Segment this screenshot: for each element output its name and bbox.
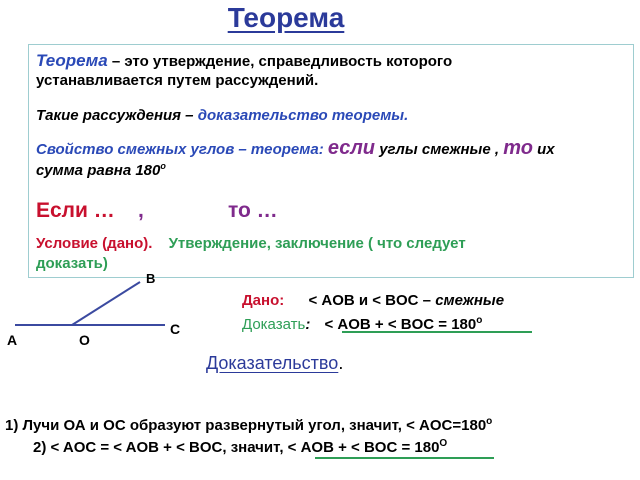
property-then: то bbox=[503, 137, 533, 159]
prove-line bbox=[242, 315, 482, 333]
proof-step-1-degree: о bbox=[486, 416, 493, 427]
prove-colon: : bbox=[305, 316, 311, 333]
point-o-label: O bbox=[79, 332, 90, 348]
page-title: Теорема bbox=[227, 2, 345, 33]
proof-definition-term: доказательство теоремы. bbox=[197, 107, 409, 124]
if-comma: , bbox=[138, 199, 144, 222]
proof-step-2 bbox=[33, 438, 447, 456]
property-sum: сумма равна 180 bbox=[36, 162, 161, 179]
definition-line-2: устанавливается путем рассуждений. bbox=[36, 72, 319, 89]
proof-step-2-text-b: < AOB + < BOC = 180 bbox=[287, 439, 440, 456]
claim-text-1: Утверждение, заключение ( что следует bbox=[168, 235, 466, 252]
proof-heading-line bbox=[206, 353, 343, 374]
definition-term: Теорема bbox=[36, 51, 108, 70]
claim-text-2: доказать) bbox=[36, 255, 108, 272]
given-text: < AOB и < BOC – bbox=[308, 292, 436, 309]
proof-step-2-text-a: 2) < AOC = < AOB + < BOC, значит, bbox=[33, 439, 288, 456]
property-intro: Свойство смежных углов – теорема: bbox=[36, 141, 328, 158]
proof-step-1 bbox=[5, 416, 492, 434]
property-condition: углы смежные , bbox=[375, 141, 504, 158]
proof-heading: Доказательство bbox=[206, 353, 339, 373]
point-b-label: B bbox=[146, 271, 156, 286]
property-if: если bbox=[327, 137, 376, 159]
proof-definition-text: Такие рассуждения – bbox=[36, 107, 198, 124]
point-a-label: A bbox=[7, 332, 18, 348]
property-their: их bbox=[532, 141, 555, 158]
prove-label: Доказать bbox=[242, 316, 306, 333]
property-degree: о bbox=[160, 161, 166, 171]
given-label: Дано bbox=[242, 292, 280, 309]
proof-heading-dot: . bbox=[338, 353, 344, 373]
then-label: то … bbox=[228, 199, 278, 222]
prove-text: < AOB + < BOC = 180 bbox=[324, 316, 477, 333]
point-c-label: C bbox=[170, 321, 181, 337]
given-word: смежные bbox=[435, 292, 505, 309]
definition-text-1: – это утверждение, справедливость которого bbox=[107, 53, 453, 70]
condition-label: Условие (дано). bbox=[36, 235, 153, 252]
given-line bbox=[242, 292, 504, 309]
ray-ob bbox=[72, 282, 140, 325]
proof-step-2-degree: О bbox=[439, 438, 448, 449]
given-colon: : bbox=[279, 292, 285, 309]
prove-degree: о bbox=[476, 315, 483, 326]
if-label: Если … bbox=[36, 199, 115, 222]
proof-step-1-text: 1) Лучи ОА и ОС образуют развернутый угол, значит, < AOC=180 bbox=[5, 417, 487, 434]
